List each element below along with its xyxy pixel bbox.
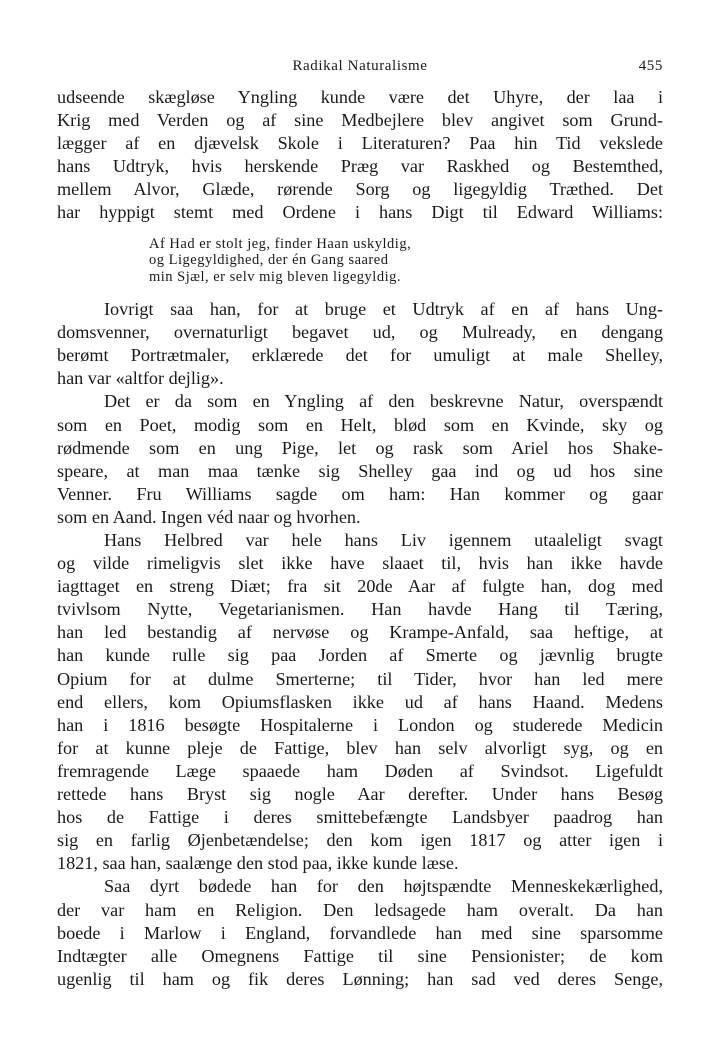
poem-line: og Ligegyldighed, der én Gang saared (149, 252, 389, 269)
text-line: 1821, saa han, saalænge den stod paa, ikke kunde læse. (57, 853, 459, 874)
text-line: han kunde rulle sig paa Jorden af Smerte og jævnlig brugte (57, 645, 663, 666)
text-line: rettede hans Bryst sig nogle Aar derefter. Under hans Besøg (57, 784, 663, 805)
text-line: sig en farlig Øjenbetændelse; den kom igen 1817 og atter igen i (57, 830, 663, 851)
text-line: rødmende som en ung Pige, let og rask som Ariel hos Shake- (57, 437, 663, 458)
running-head-title: Radikal Naturalisme (292, 58, 428, 74)
text-line: der var ham en Religion. Den ledsagede ham overalt. Da han (57, 899, 663, 920)
text-line: har hyppigt stemt med Ordene i hans Digt til Edward Williams: (57, 202, 663, 223)
text-line: han var «altfor dejlig». (57, 368, 224, 389)
text-line: fremragende Læge spaaede ham Døden af Svindsot. Ligefuldt (57, 760, 663, 781)
text-line: han i 1816 besøgte Hospitalerne i London og studerede Medicin (57, 714, 663, 735)
text-line: iagttaget en streng Diæt; fra sit 20de Aar af fulgte han, dog med (57, 576, 663, 597)
paragraph-3 (57, 390, 663, 529)
text-line: speare, at man maa tænke sig Shelley gaa ind og ud hos sine (57, 460, 663, 481)
text-line: Krig med Verden og af sine Medbejlere blev angivet som Grund- (57, 110, 663, 131)
text-line: og vilde rimeligvis slet ikke have slaaet til, hvis han ikke havde (57, 553, 663, 574)
text-line: Opium for at dulme Smerterne; til Tider, hvor han led mere (57, 668, 663, 689)
text-line: for at kunne pleje de Fattige, blev han selv alvorligt syg, og en (57, 737, 663, 758)
text-line: end ellers, kom Opiumsflasken ikke ud af hans Haand. Medens (57, 691, 663, 712)
page-number: 455 (638, 58, 663, 74)
body-text (57, 86, 663, 991)
poem-quote (149, 236, 663, 286)
text-line: domsvenner, overnaturligt begavet ud, og Mulready, en dengang (57, 322, 663, 343)
text-line: som en Poet, modig som en Helt, blød som en Kvinde, sky og (57, 414, 663, 435)
text-line: som en Aand. Ingen véd naar og hvorhen. (57, 506, 361, 527)
book-page (57, 58, 663, 991)
text-line: hans Udtryk, hvis herskende Præg var Raskhed og Bestemthed, (57, 156, 663, 177)
poem-line: Af Had er stolt jeg, finder Haan uskyldig, (149, 235, 412, 252)
text-line: tvivlsom Nytte, Vegetarianismen. Han havde Hang til Tæring, (57, 599, 663, 620)
text-line: Venner. Fru Williams sagde om ham: Han kommer og gaar (57, 483, 663, 504)
paragraph-1 (57, 86, 663, 225)
text-line: Iovrigt saa han, for at bruge et Udtryk af en af hans Ung- (104, 299, 663, 320)
text-line: Saa dyrt bødede han for den højtspændte Menneskekærlighed, (104, 876, 663, 897)
poem-line: min Sjæl, er selv mig bleven ligegyldig. (149, 268, 401, 285)
paragraph-4 (57, 529, 663, 875)
text-line: boede i Marlow i England, forvandlede han med sine sparsomme (57, 922, 663, 943)
text-line: hos de Fattige i deres smittebefængte Landsbyer paadrog han (57, 807, 663, 828)
text-line: lægger af en djævelsk Skole i Literaturen? Paa hin Tid vekslede (57, 133, 663, 154)
text-line: Det er da som en Yngling af den beskrevne Natur, overspændt (104, 391, 663, 412)
text-line: Hans Helbred var hele hans Liv igennem utaaleligt svagt (104, 530, 663, 550)
paragraph-2 (57, 298, 663, 390)
text-line: udseende skægløse Yngling kunde være det Uhyre, der laa i (57, 87, 663, 107)
text-line: han led bestandig af nervøse og Krampe-Anfald, saa heftige, at (57, 622, 663, 643)
running-head (57, 58, 663, 86)
text-line: mellem Alvor, Glæde, rørende Sorg og ligegyldig Træthed. Det (57, 179, 663, 200)
text-line: Indtægter alle Omegnens Fattige til sine Pensionister; de kom (57, 945, 663, 966)
text-line: ugenlig til ham og fik deres Lønning; han sad ved deres Senge, (57, 968, 663, 989)
text-line: berømt Portrætmaler, erklærede det for umuligt at male Shelley, (57, 345, 663, 366)
paragraph-5 (57, 875, 663, 990)
